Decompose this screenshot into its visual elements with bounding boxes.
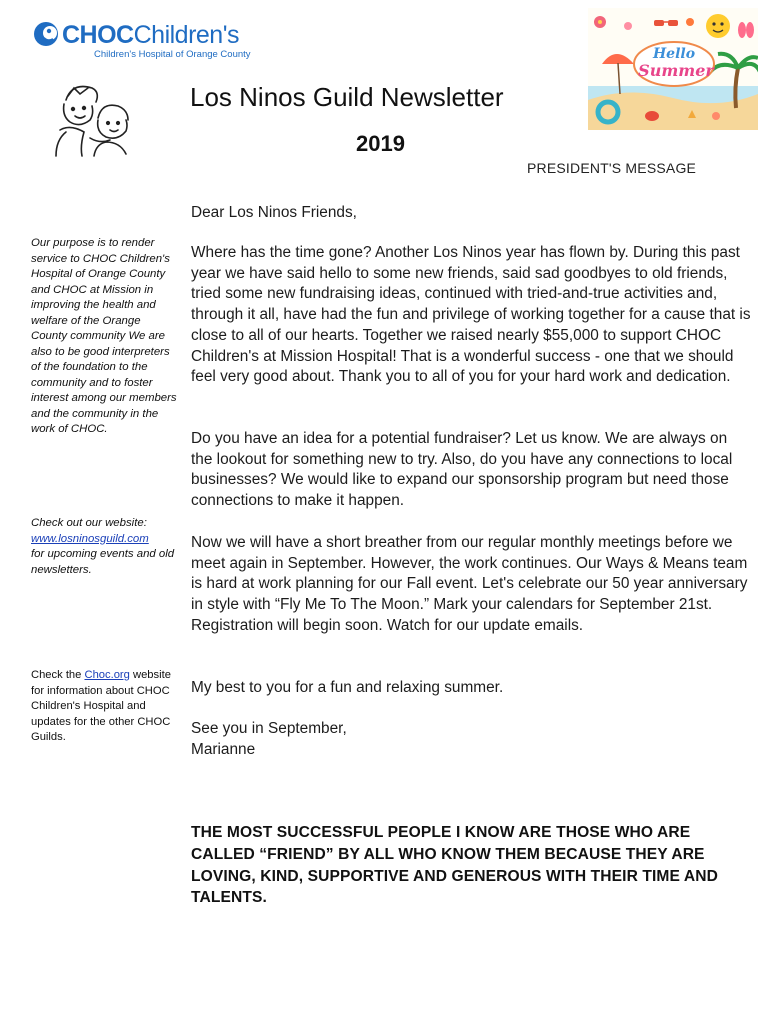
newsletter-title: Los Ninos Guild Newsletter <box>190 82 504 112</box>
website-outro: for upcoming events and old newsletters. <box>31 548 175 576</box>
choc-logo <box>32 18 262 62</box>
choc-org-note <box>31 668 179 746</box>
letter-paragraph-1: Where has the time gone? Another Los Ninos year has flown by. During this past year we have said hello to some new friends, said sad goodbyes to old friends, tried some new fundraising ideas, continued with tried-and-true activities and, through it all, have had the fun and privilege of working together for a cause that is close to all of our hearts. Together we raised nearly $55,000 to support CHOC Children's at Mission Hospital! That is a wonderful success - one that we should feel very good about. Thank you to all of you for your hard work and dedication. <box>191 244 751 386</box>
letter-closing <box>191 719 751 760</box>
website-note <box>31 516 179 578</box>
letter-paragraph-3: Now we will have a short breather from our regular monthly meetings before we meet again in September. However, the work continues. Our Ways & Means team is hard at work planning for our Fall event. Let's celebrate our 50 year anniversary in style with “Fly Me To The Moon.” Mark your calendars for September 21st. Registration will begin soon. Watch for our update emails. <box>191 534 748 634</box>
choc-outro: website for information about CHOC Children's Hospital and updates for the other CHOC Guilds. <box>31 669 171 743</box>
choc-org-link[interactable]: Choc.org <box>84 669 130 681</box>
newsletter-year: 2019 <box>356 131 405 156</box>
summer-badge-line1: Hello <box>652 46 696 62</box>
brand-tagline: Children's Hospital of Orange County <box>94 49 251 60</box>
kids-sketch-icon <box>50 78 138 158</box>
choc-intro: Check the <box>31 669 82 681</box>
letter-paragraph-4: My best to you for a fun and relaxing summer. <box>191 679 504 696</box>
letter-salutation: Dear Los Ninos Friends, <box>191 204 357 221</box>
signature: Marianne <box>191 740 256 758</box>
website-intro: Check out our website: <box>31 517 147 529</box>
website-link[interactable]: www.losninosguild.com <box>31 532 149 545</box>
friendship-quote: THE MOST SUCCESSFUL PEOPLE I KNOW ARE THOSE WHO ARE CALLED “FRIEND” BY ALL WHO KNOW THEM BECAUSE THEY ARE LOVING, KIND, SUPPORTIVE AND GENEROUS WITH THEIR TIME AND TALENTS. <box>191 824 718 907</box>
summer-badge-line2: Summer <box>638 61 714 80</box>
letter-paragraph-2: Do you have an idea for a potential fundraiser? Let us know. We are always on the lookout for something new to try. Also, do you have any connections to local businesses? We would like to expand our sponsorship program but need those connections to make it happen. <box>191 430 733 510</box>
section-heading: PRESIDENT'S MESSAGE <box>527 160 697 176</box>
choc-logo-mark-icon <box>32 20 60 48</box>
hello-summer-illustration-icon <box>588 8 758 130</box>
closing-line: See you in September, <box>191 720 347 737</box>
purpose-statement: Our purpose is to render service to CHOC Children's Hospital of Orange County and CHOC at Mission in improving the health and welfare of the Orange County community We are also to be good interpreters of the foundation to the community and to foster interest among our members and the community in the work of CHOC. <box>31 237 177 435</box>
brand-name: CHOCChildren's <box>62 21 239 49</box>
